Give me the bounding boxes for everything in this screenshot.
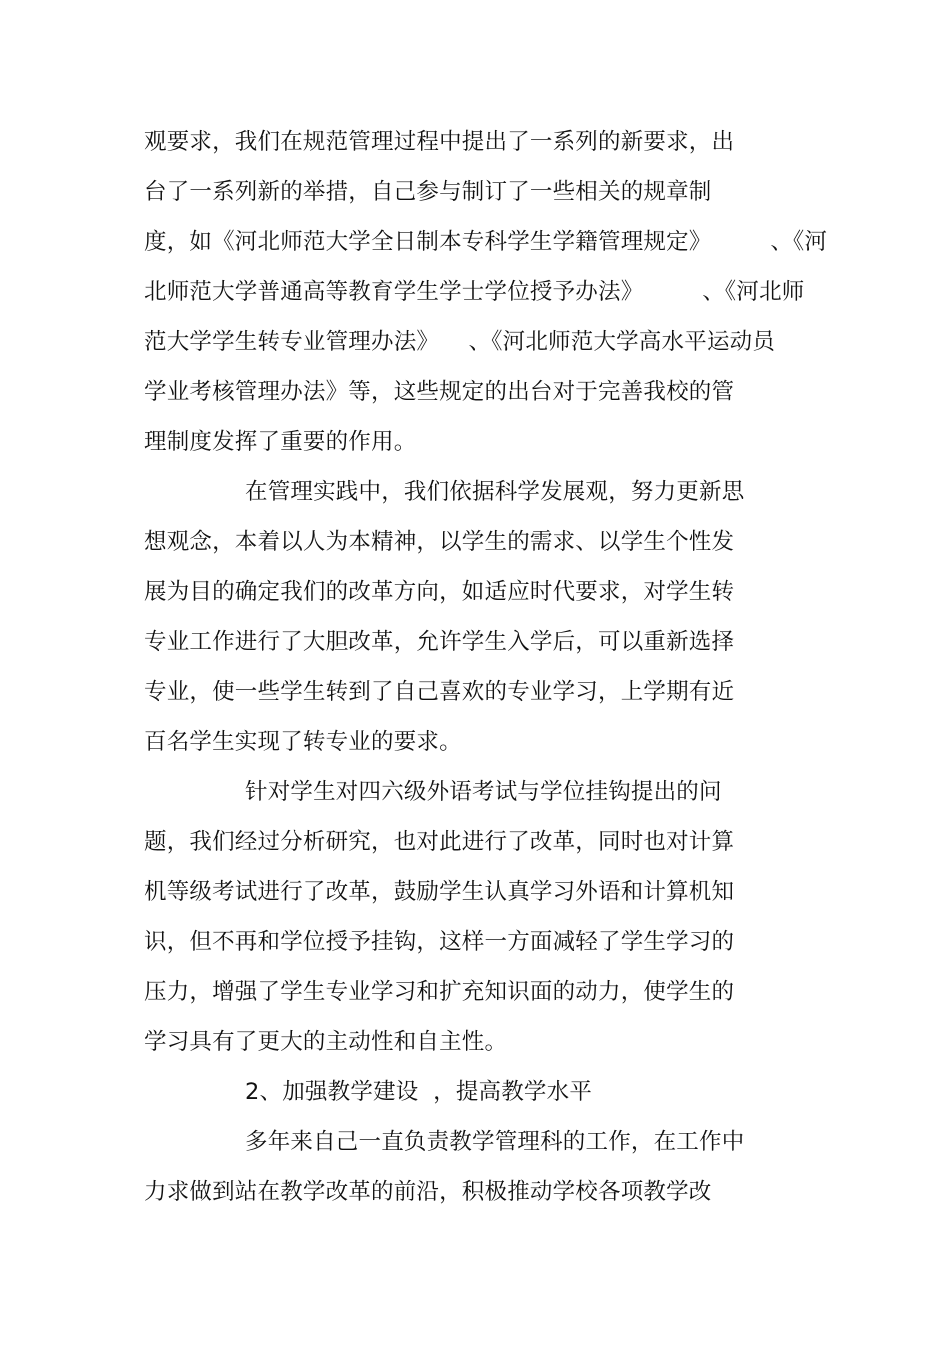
text-line: 题，我们经过分析研究，也对此进行了改革，同时也对计算 bbox=[144, 829, 735, 855]
text-line: 想观念，本着以人为本精神，以学生的需求、以学生个性发 bbox=[144, 529, 735, 555]
text-line: 理制度发挥了重要的作用。 bbox=[144, 429, 417, 455]
text-line: 压力，增强了学生专业学习和扩充知识面的动力，使学生的 bbox=[144, 979, 735, 1005]
text-line: 展为目的确定我们的改革方向，如适应时代要求，对学生转 bbox=[144, 579, 735, 605]
text-line: 机等级考试进行了改革，鼓励学生认真学习外语和计算机知 bbox=[144, 879, 735, 905]
paragraph-first-line: 在管理实践中，我们依据科学发展观，努力更新思 bbox=[245, 479, 745, 505]
text-line: 力求做到站在教学改革的前沿，积极推动学校各项教学改 bbox=[144, 1179, 712, 1205]
text-line: 识，但不再和学位授予挂钩，这样一方面减轻了学生学习的 bbox=[144, 929, 735, 955]
text-line: 专业，使一些学生转到了自己喜欢的专业学习，上学期有近 bbox=[144, 679, 735, 705]
text-line: 度，如《河北师范大学全日制本专科学生学籍管理规定》 、《河 bbox=[144, 229, 828, 255]
text-line: 学业考核管理办法》等，这些规定的出台对于完善我校的管 bbox=[144, 379, 735, 405]
text-line: 台了一系列新的举措，自己参与制订了一些相关的规章制 bbox=[144, 179, 712, 205]
text-line: 观要求，我们在规范管理过程中提出了一系列的新要求，出 bbox=[144, 129, 735, 155]
text-line: 范大学学生转专业管理办法》 、《河北师范大学高水平运动员 bbox=[144, 329, 776, 355]
paragraph-first-line: 多年来自己一直负责教学管理科的工作，在工作中 bbox=[245, 1129, 745, 1155]
text-line: 百名学生实现了转专业的要求。 bbox=[144, 729, 462, 755]
text-line: 学习具有了更大的主动性和自主性。 bbox=[144, 1029, 508, 1055]
text-line: 北师范大学普通高等教育学生学士学位授予办法》 、《河北师 bbox=[144, 279, 805, 305]
paragraph-first-line: 针对学生对四六级外语考试与学位挂钩提出的问 bbox=[245, 779, 722, 805]
section-heading: 2、加强教学建设 ，提高教学水平 bbox=[245, 1079, 593, 1105]
text-line: 专业工作进行了大胆改革，允许学生入学后，可以重新选择 bbox=[144, 629, 735, 655]
